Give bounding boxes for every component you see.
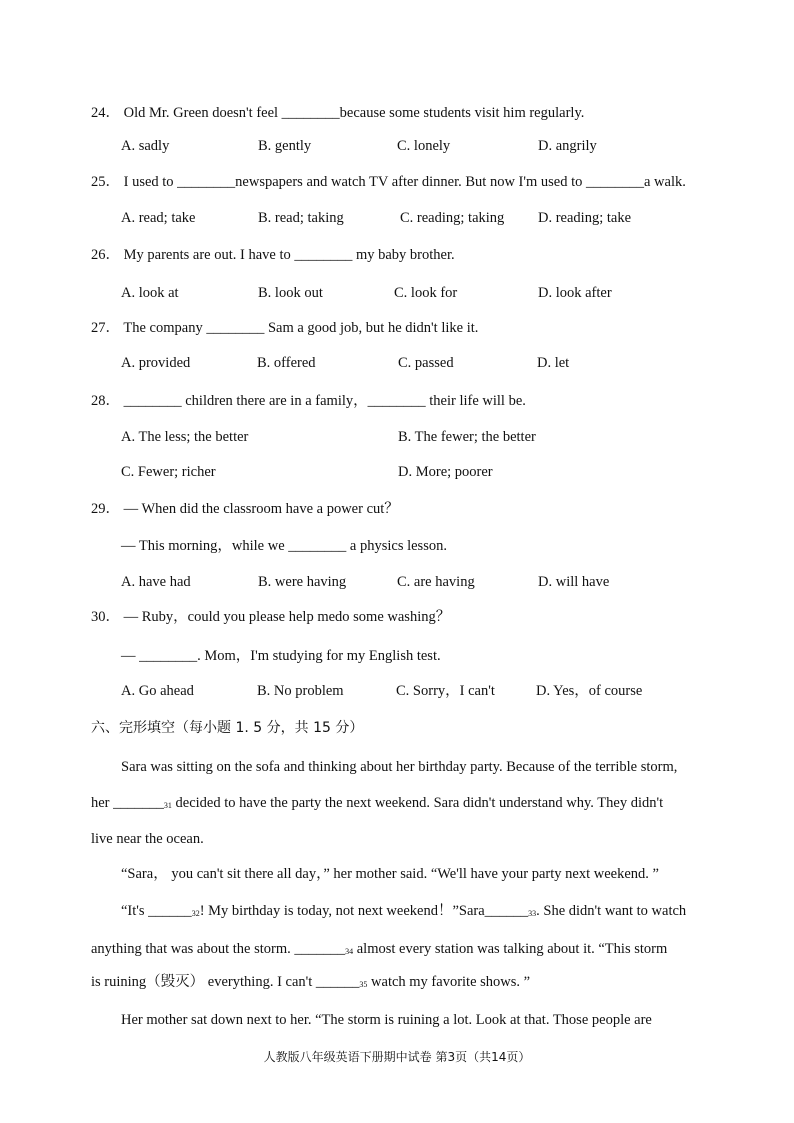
question-29-line2: — This morning，while we ________ a physics lesson. (121, 538, 447, 554)
question-27-option-a: A. provided (121, 355, 191, 371)
question-29-option-c: C. are having (397, 574, 475, 590)
question-29-option-a: A. have had (121, 574, 191, 590)
question-29-option-b: B. were having (258, 574, 347, 590)
passage-line: “It's ______32! My birthday is today, not next weekend！”Sara______33. She didn't want to watch (121, 903, 687, 919)
question-28-option-b: B. The fewer; the better (398, 429, 536, 445)
passage-line: Sara was sitting on the sofa and thinking about her birthday party. Because of the terrible storm, (121, 759, 678, 775)
page-footer: 人教版八年级英语下册期中试卷 第3页（共14页） (263, 1050, 531, 1064)
question-25-option-a: A. read; take (121, 210, 196, 226)
passage-line: anything that was about the storm. _______34 almost every station was talking about it. “This storm (91, 941, 668, 957)
question-24-option-a: A. sadly (121, 138, 170, 154)
passage-line: “Sara， you can't sit there all day，” her mother said. “We'll have your party next weekend. ” (121, 866, 659, 882)
question-28-option-d: D. More; poorer (398, 464, 493, 480)
question-26-option-a: A. look at (121, 285, 179, 301)
question-26-option-b: B. look out (258, 285, 323, 301)
question-28-option-a: A. The less; the better (121, 429, 249, 445)
blank-number: 34 (345, 947, 354, 956)
passage-line: is ruining（毁灭） everything. I can't ______35 watch my favorite shows. ” (91, 974, 531, 990)
blank-number: 32 (191, 909, 200, 918)
question-25-stem: 25． I used to ________newspapers and watch TV after dinner. But now I'm used to ________a walk. (91, 174, 686, 190)
question-27-option-b: B. offered (257, 355, 316, 371)
question-30-stem: 30． — Ruby，could you please help medo some washing？ (91, 609, 451, 625)
section-title: 六、完形填空（每小题 1. 5 分，共 15 分） (91, 720, 364, 736)
question-30-line2: — ________. Mom，I'm studying for my English test. (121, 648, 441, 664)
question-27-option-c: C. passed (398, 355, 454, 371)
blank-number: 31 (163, 801, 172, 810)
question-30-option-b: B. No problem (257, 683, 344, 699)
passage-line: live near the ocean. (91, 831, 204, 847)
question-number: 24． (91, 105, 120, 121)
question-24-option-c: C. lonely (397, 138, 451, 154)
question-25-option-c: C. reading; taking (400, 210, 505, 226)
question-29-stem: 29． — When did the classroom have a power cut？ (91, 501, 399, 517)
passage-line: her _______31 decided to have the party the next weekend. Sara didn't understand why. They didn't (91, 795, 664, 811)
question-26-option-c: C. look for (394, 285, 458, 301)
question-30-option-a: A. Go ahead (121, 683, 194, 699)
question-28-stem: 28． ________ children there are in a family，________ their life will be. (91, 393, 526, 409)
question-30-option-c: C. Sorry，I can't (396, 683, 495, 699)
question-24-option-b: B. gently (258, 138, 312, 154)
question-24-option-d: D. angrily (538, 138, 597, 154)
question-29-option-d: D. will have (538, 574, 610, 590)
question-27-stem: 27． The company ________ Sam a good job, but he didn't like it. (91, 320, 479, 336)
question-27-option-d: D. let (537, 355, 570, 371)
blank-number: 33 (528, 909, 537, 918)
question-30-option-d: D. Yes，of course (536, 683, 643, 699)
blank-number: 35 (359, 980, 368, 989)
question-25-option-b: B. read; taking (258, 210, 344, 226)
question-26-stem: 26． My parents are out. I have to ________ my baby brother. (91, 247, 455, 263)
question-28-option-c: C. Fewer; richer (121, 464, 216, 480)
question-26-option-d: D. look after (538, 285, 612, 301)
passage-line: Her mother sat down next to her. “The storm is ruining a lot. Look at that. Those people are (121, 1012, 652, 1028)
question-24-stem: 24． Old Mr. Green doesn't feel ________because some students visit him regularly. (91, 105, 585, 121)
question-25-option-d: D. reading; take (538, 210, 632, 226)
